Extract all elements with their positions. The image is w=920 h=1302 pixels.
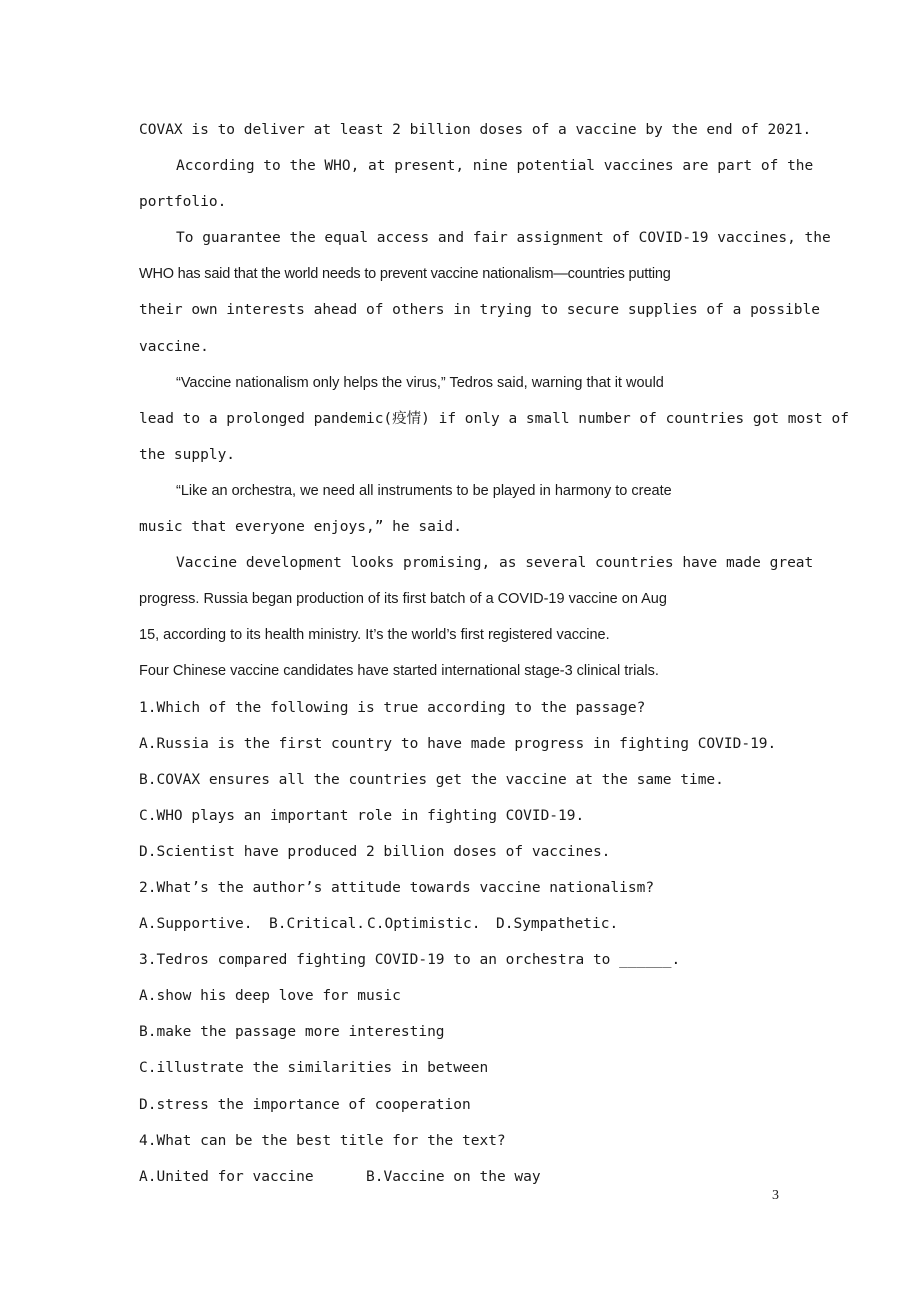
answer-option: D.Sympathetic. [496,916,619,933]
answer-option: A.Russia is the first country to have made progress in fighting COVID-19. [139,735,777,752]
passage-line: COVAX is to deliver at least 2 billion doses of a vaccine by the end of 2021. [139,122,812,138]
passage-line: “Vaccine nationalism only helps the virus,” Tedros said, warning that it would [176,374,664,391]
passage-line: According to the WHO, at present, nine potential vaccines are part of the [176,158,814,175]
answer-option: B.Vaccine on the way [366,1168,541,1185]
passage-line: Four Chinese vaccine candidates have started international stage-3 clinical trials. [139,663,659,680]
passage-line: their own interests ahead of others in trying to secure supplies of a possible [139,302,820,319]
answer-option: C.illustrate the similarities in between [139,1060,489,1077]
question-stem: 1.Which of the following is true according to the passage? [139,699,646,716]
answer-option: D.Scientist have produced 2 billion doses of vaccines. [139,843,611,860]
passage-line: lead to a prolonged pandemic(疫情) if only a small number of countries got most of [139,410,849,427]
question-stem: 4.What can be the best title for the text? [139,1132,506,1149]
passage-line: portfolio. [139,194,227,211]
answer-option: C.WHO plays an important role in fighting COVID-19. [139,807,585,824]
answer-option: B.Critical. [269,916,366,933]
passage-line: “Like an orchestra, we need all instruments to be played in harmony to create [176,482,672,499]
answer-options-row [139,906,819,942]
answer-option: A.Supportive. [139,916,253,933]
passage-line: vaccine. [139,338,209,355]
answer-option: A.United for vaccine [139,1168,314,1185]
page-number: 3 [772,1188,779,1203]
passage-line: music that everyone enjoys,” he said. [139,519,463,536]
question-stem: 3.Tedros compared fighting COVID-19 to an orchestra to ______. [139,952,681,969]
passage-line: WHO has said that the world needs to prevent vaccine nationalism—countries putting [139,266,671,283]
answer-option: B.make the passage more interesting [139,1024,445,1041]
passage-line: Vaccine development looks promising, as several countries have made great [176,555,814,572]
passage-line: 15, according to its health ministry. It’s the world’s first registered vaccine. [139,627,610,644]
answer-option: D.stress the importance of cooperation [139,1096,471,1113]
passage-line: the supply. [139,446,236,463]
answer-options-row [139,1159,819,1195]
passage-line: progress. Russia began production of its first batch of a COVID-19 vaccine on Aug [139,591,667,608]
answer-option: C.Optimistic. [367,916,481,933]
answer-option: B.COVAX ensures all the countries get the vaccine at the same time. [139,771,724,788]
answer-option: A.show his deep love for music [139,988,401,1005]
question-stem: 2.What’s the author’s attitude towards vaccine nationalism? [139,879,655,896]
document-page [139,112,849,1195]
passage-line: To guarantee the equal access and fair assignment of COVID-19 vaccines, the [176,230,831,247]
